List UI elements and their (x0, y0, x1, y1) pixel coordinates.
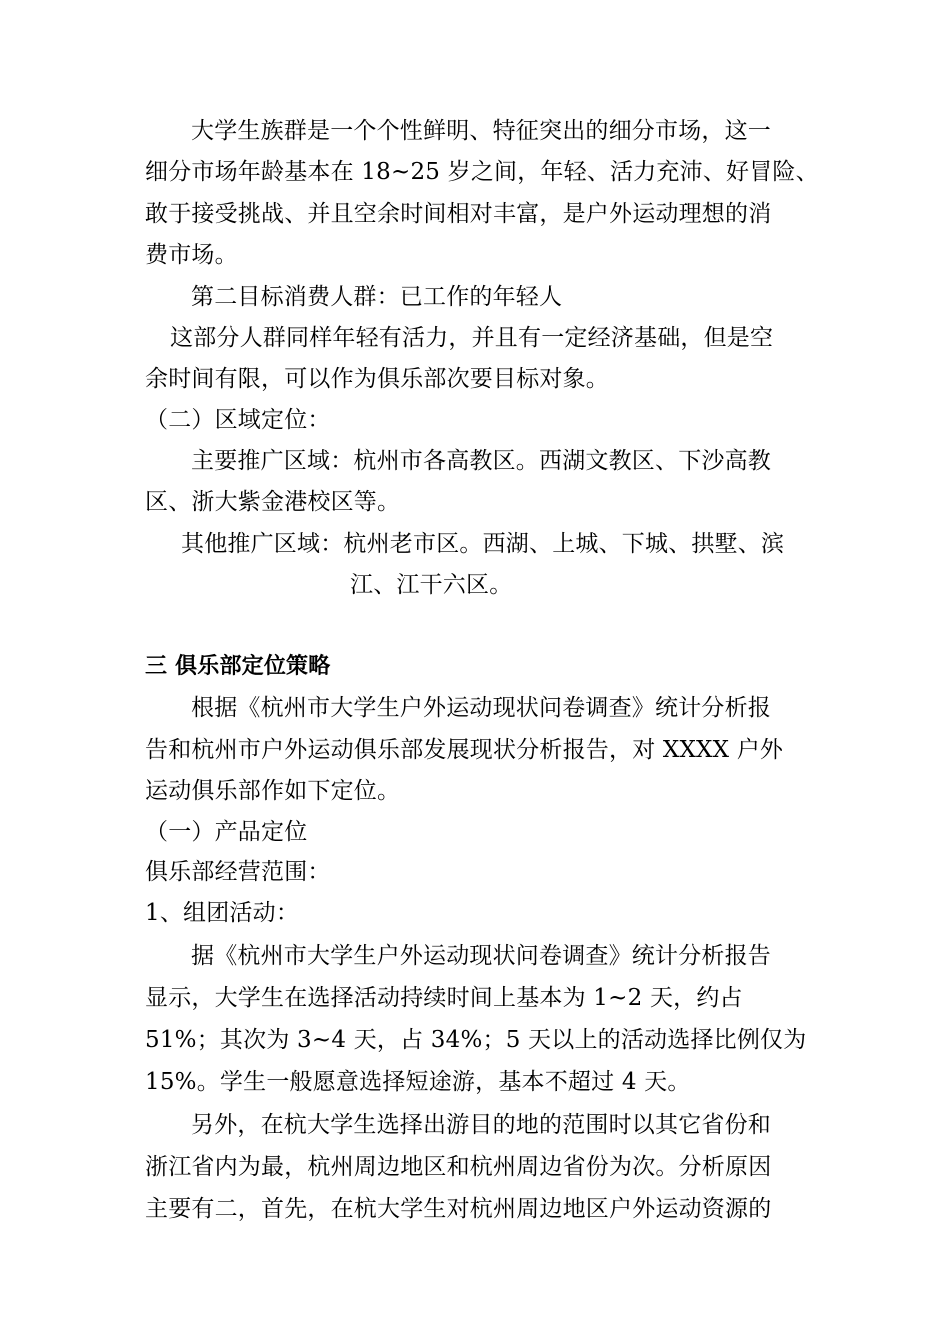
paragraph-line: 主要推广区域：杭州市各高教区。西湖文教区、下沙高教 (191, 448, 771, 474)
paragraph-line: 运动俱乐部作如下定位。 (145, 778, 401, 804)
paragraph-line: 15%。学生一般愿意选择短途游，基本不超过 4 天。 (145, 1069, 691, 1095)
paragraph-line: 浙江省内为最，杭州周边地区和杭州周边省份为次。分析原因 (145, 1154, 772, 1180)
paragraph-line: 显示，大学生在选择活动持续时间上基本为 1~2 天，约占 (145, 985, 743, 1011)
paragraph-line: 根据《杭州市大学生户外运动现状问卷调查》统计分析报 (191, 695, 771, 721)
paragraph-line: 区、浙大紫金港校区等。 (145, 489, 401, 515)
paragraph-line: 江、江干六区。 (350, 572, 513, 598)
section-subheading: （二）区域定位： (145, 407, 331, 433)
section-subheading: （一）产品定位 (145, 819, 308, 845)
paragraph-line: 敢于接受挑战、并且空余时间相对丰富，是户外运动理想的消 (145, 201, 772, 227)
paragraph-line: 大学生族群是一个个性鲜明、特征突出的细分市场，这一 (191, 118, 771, 144)
section-heading: 三 俱乐部定位策略 (145, 654, 331, 679)
paragraph-line: 费市场。 (145, 242, 238, 268)
paragraph-line: 另外，在杭大学生选择出游目的地的范围时以其它省份和 (191, 1112, 771, 1138)
paragraph-line: 51%；其次为 3~4 天，占 34%；5 天以上的活动选择比例仅为 (145, 1027, 807, 1053)
paragraph-line: 细分市场年龄基本在 18~25 岁之间，年轻、活力充沛、好冒险、 (145, 159, 819, 185)
paragraph-line: 第二目标消费人群：已工作的年轻人 (191, 284, 563, 310)
paragraph-line: 据《杭州市大学生户外运动现状问卷调查》统计分析报告 (191, 943, 771, 969)
paragraph-line: 余时间有限，可以作为俱乐部次要目标对象。 (145, 366, 609, 392)
paragraph-line: 其他推广区域：杭州老市区。西湖、上城、下城、拱墅、滨 (181, 531, 785, 557)
paragraph-line: 俱乐部经营范围： (145, 859, 331, 885)
paragraph-line: 主要有二，首先，在杭大学生对杭州周边地区户外运动资源的 (145, 1196, 772, 1222)
paragraph-line: 这部分人群同样年轻有活力，并且有一定经济基础，但是空 (170, 325, 774, 351)
paragraph-line: 告和杭州市户外运动俱乐部发展现状分析报告，对 XXXX 户外 (145, 737, 784, 763)
list-item-label: 1、组团活动： (145, 900, 300, 926)
